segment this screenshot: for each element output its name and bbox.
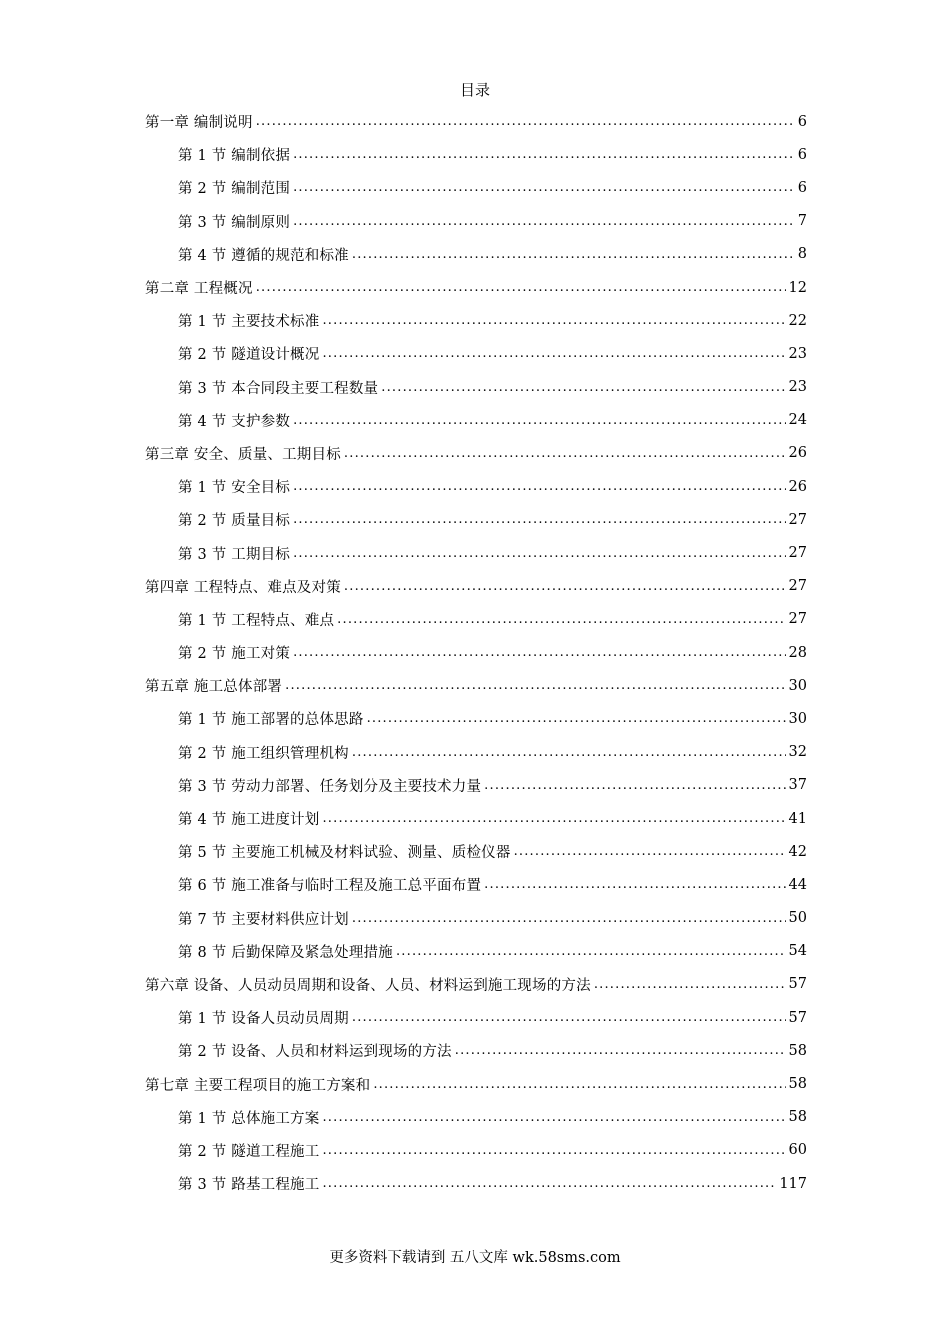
toc-dot-leader (322, 1143, 785, 1158)
toc-list (145, 105, 807, 1200)
footer-text: 更多资料下载请到 五八文库 wk.58sms.com (329, 1250, 621, 1266)
toc-page-number: 58 (788, 1042, 807, 1059)
toc-chapter-entry[interactable] (145, 105, 807, 138)
toc-page-number: 37 (788, 777, 807, 794)
toc-page-number: 27 (788, 611, 807, 628)
toc-section-entry[interactable] (145, 1134, 807, 1167)
toc-dot-leader (293, 546, 785, 561)
toc-entry-label: 第 4 节 支护参数 (178, 413, 291, 430)
toc-dot-leader (514, 844, 786, 859)
toc-page-number: 41 (788, 810, 807, 827)
toc-section-entry[interactable] (145, 536, 807, 569)
toc-dot-leader (293, 147, 794, 162)
toc-entry-label: 第 2 节 隧道工程施工 (178, 1143, 320, 1160)
toc-entry-label: 第 2 节 质量目标 (178, 513, 291, 530)
toc-page-number: 28 (788, 644, 807, 661)
toc-dot-leader (337, 612, 785, 627)
toc-entry-label: 第 7 节 主要材料供应计划 (178, 911, 349, 928)
toc-entry-label: 第 3 节 工期目标 (178, 546, 291, 563)
toc-page-number: 6 (797, 179, 807, 196)
toc-chapter-entry[interactable] (145, 271, 807, 304)
toc-page-number: 22 (788, 312, 807, 329)
toc-dot-leader (293, 413, 785, 428)
toc-dot-leader (322, 346, 785, 361)
toc-section-entry[interactable] (145, 736, 807, 769)
toc-entry-label: 第 2 节 编制范围 (178, 181, 291, 198)
toc-dot-leader (293, 479, 785, 494)
toc-chapter-entry[interactable] (145, 968, 807, 1001)
toc-section-entry[interactable] (145, 1101, 807, 1134)
toc-section-entry[interactable] (145, 503, 807, 536)
toc-dot-leader (594, 977, 786, 992)
toc-page-number: 30 (788, 677, 807, 694)
toc-page-number: 44 (788, 876, 807, 893)
toc-section-entry[interactable] (145, 138, 807, 171)
toc-entry-label: 第一章 编制说明 (145, 115, 253, 132)
toc-page-number: 30 (788, 710, 807, 727)
toc-page-number: 23 (788, 379, 807, 396)
toc-section-entry[interactable] (145, 404, 807, 437)
toc-entry-label: 第二章 工程概况 (145, 281, 253, 298)
toc-dot-leader (256, 114, 794, 129)
toc-section-entry[interactable] (145, 470, 807, 503)
toc-title: 目录 (459, 81, 490, 99)
toc-section-entry[interactable] (145, 702, 807, 735)
toc-dot-leader (322, 811, 785, 826)
toc-page-number: 24 (788, 412, 807, 429)
toc-entry-label: 第 1 节 编制依据 (178, 148, 291, 165)
toc-chapter-entry[interactable] (145, 669, 807, 702)
toc-dot-leader (344, 446, 786, 461)
toc-page-number: 27 (788, 511, 807, 528)
toc-entry-label: 第六章 设备、人员动员周期和设备、人员、材料运到施工现场的方法 (145, 977, 591, 994)
toc-page-number: 6 (797, 146, 807, 163)
toc-chapter-entry[interactable] (145, 570, 807, 603)
toc-section-entry[interactable] (145, 171, 807, 204)
toc-dot-leader (285, 678, 785, 693)
toc-page-number: 57 (788, 976, 807, 993)
toc-page-number: 7 (797, 213, 807, 230)
toc-dot-leader (352, 1010, 786, 1025)
toc-dot-leader (396, 944, 786, 959)
toc-entry-label: 第 2 节 设备、人员和材料运到现场的方法 (178, 1044, 452, 1061)
toc-entry-label: 第 6 节 施工准备与临时工程及施工总平面布置 (178, 878, 482, 895)
toc-page-number: 26 (788, 445, 807, 462)
toc-dot-leader (256, 280, 786, 295)
toc-section-entry[interactable] (145, 868, 807, 901)
toc-page-number: 42 (788, 843, 807, 860)
toc-section-entry[interactable] (145, 1034, 807, 1067)
toc-chapter-entry[interactable] (145, 437, 807, 470)
toc-section-entry[interactable] (145, 304, 807, 337)
toc-page-number: 27 (788, 545, 807, 562)
toc-dot-leader (322, 1176, 776, 1191)
toc-section-entry[interactable] (145, 769, 807, 802)
toc-section-entry[interactable] (145, 371, 807, 404)
toc-dot-leader (484, 778, 785, 793)
toc-dot-leader (367, 711, 786, 726)
toc-page-number: 12 (788, 279, 807, 296)
toc-entry-label: 第五章 施工总体部署 (145, 679, 283, 696)
toc-page-number: 27 (788, 578, 807, 595)
toc-page-number: 60 (788, 1142, 807, 1159)
toc-entry-label: 第 1 节 设备人员动员周期 (178, 1011, 349, 1028)
toc-page-number: 54 (788, 943, 807, 960)
toc-entry-label: 第七章 主要工程项目的施工方案和 (145, 1077, 371, 1094)
toc-page-number: 50 (788, 910, 807, 927)
toc-entry-label: 第 2 节 隧道设计概况 (178, 347, 320, 364)
toc-dot-leader (344, 579, 786, 594)
toc-entry-label: 第 5 节 主要施工机械及材料试验、测量、质检仪器 (178, 845, 511, 862)
toc-section-entry[interactable] (145, 205, 807, 238)
toc-entry-label: 第 3 节 本合同段主要工程数量 (178, 380, 379, 397)
toc-dot-leader (381, 380, 785, 395)
toc-dot-leader (293, 645, 785, 660)
toc-section-entry[interactable] (145, 802, 807, 835)
toc-dot-leader (293, 512, 785, 527)
toc-page-number: 32 (788, 744, 807, 761)
toc-page-number: 117 (779, 1175, 807, 1192)
toc-dot-leader (293, 180, 794, 195)
toc-dot-leader (455, 1043, 786, 1058)
toc-entry-label: 第 1 节 总体施工方案 (178, 1110, 320, 1127)
toc-entry-label: 第 1 节 安全目标 (178, 480, 291, 497)
toc-section-entry[interactable] (145, 835, 807, 868)
toc-section-entry[interactable] (145, 1167, 807, 1200)
toc-page-number: 8 (797, 246, 807, 263)
toc-entry-label: 第 4 节 施工进度计划 (178, 812, 320, 829)
toc-section-entry[interactable] (145, 636, 807, 669)
toc-page-number: 6 (797, 113, 807, 130)
toc-section-entry[interactable] (145, 603, 807, 636)
toc-entry-label: 第三章 安全、质量、工期目标 (145, 446, 341, 463)
toc-entry-label: 第 3 节 编制原则 (178, 214, 291, 231)
toc-entry-label: 第 2 节 施工对策 (178, 646, 291, 663)
toc-dot-leader (352, 911, 786, 926)
toc-page-number: 26 (788, 478, 807, 495)
toc-dot-leader (293, 214, 794, 229)
toc-section-entry[interactable] (145, 337, 807, 370)
toc-entry-label: 第四章 工程特点、难点及对策 (145, 579, 341, 596)
toc-dot-leader (373, 1077, 785, 1092)
toc-page-number: 58 (788, 1076, 807, 1093)
toc-entry-label: 第 1 节 施工部署的总体思路 (178, 712, 364, 729)
toc-entry-label: 第 3 节 劳动力部署、任务划分及主要技术力量 (178, 778, 482, 795)
toc-section-entry[interactable] (145, 902, 807, 935)
toc-entry-label: 第 3 节 路基工程施工 (178, 1177, 320, 1194)
toc-entry-label: 第 1 节 工程特点、难点 (178, 612, 335, 629)
toc-chapter-entry[interactable] (145, 1067, 807, 1100)
toc-page-number: 23 (788, 345, 807, 362)
toc-dot-leader (352, 247, 794, 262)
toc-dot-leader (322, 1110, 785, 1125)
toc-dot-leader (322, 313, 785, 328)
toc-entry-label: 第 2 节 施工组织管理机构 (178, 745, 349, 762)
toc-entry-label: 第 8 节 后勤保障及紧急处理措施 (178, 944, 393, 961)
toc-page-number: 58 (788, 1109, 807, 1126)
toc-section-entry[interactable] (145, 1001, 807, 1034)
toc-section-entry[interactable] (145, 935, 807, 968)
toc-page-number: 57 (788, 1009, 807, 1026)
toc-entry-label: 第 4 节 遵循的规范和标准 (178, 247, 349, 264)
toc-section-entry[interactable] (145, 238, 807, 271)
toc-dot-leader (484, 877, 785, 892)
toc-entry-label: 第 1 节 主要技术标准 (178, 314, 320, 331)
toc-dot-leader (352, 745, 786, 760)
